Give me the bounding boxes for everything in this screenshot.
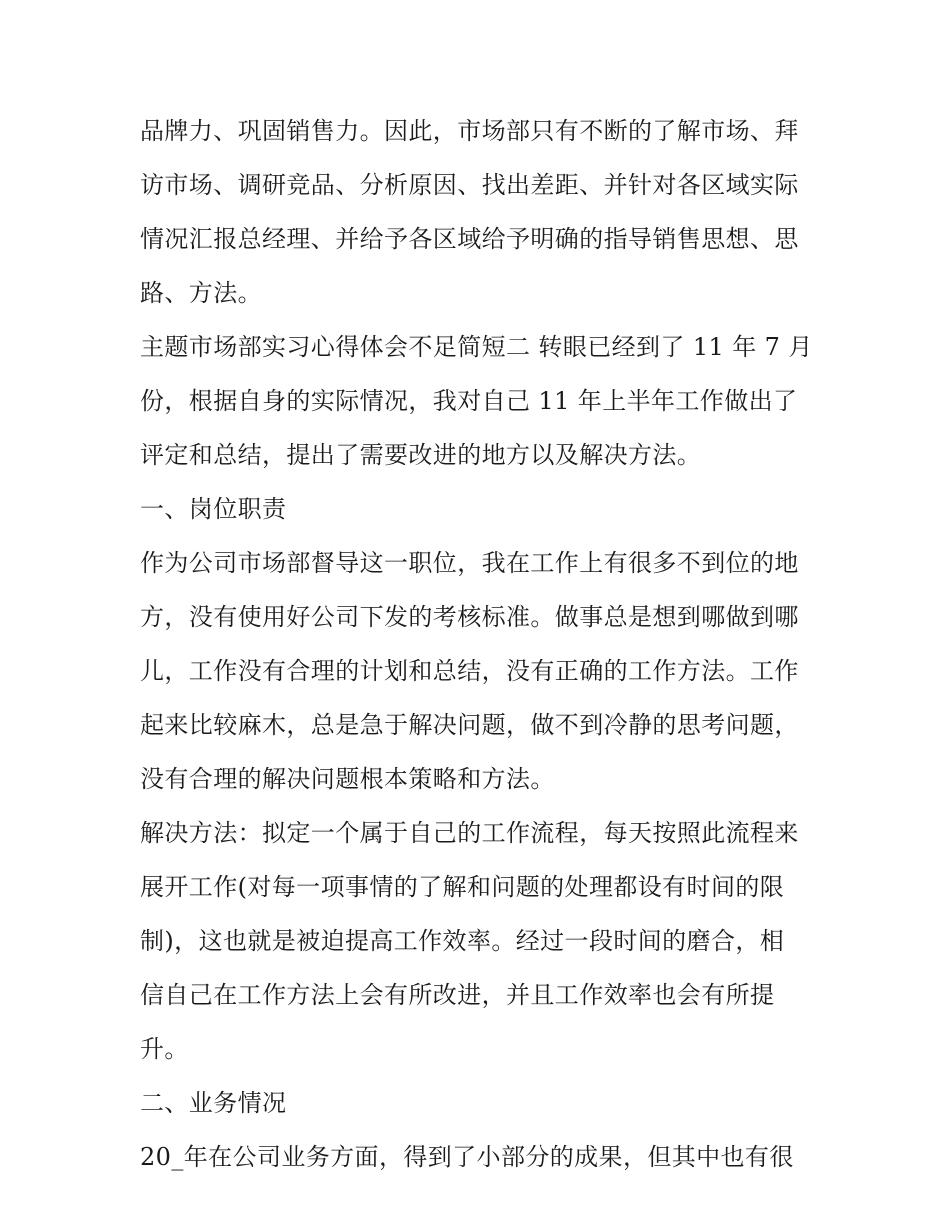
text-line: 品牌力、巩固销售力。因此，市场部只有不断的了解市场、拜 bbox=[140, 117, 799, 145]
text-line: 起来比较麻木，总是急于解决问题，做不到冷静的思考问题， bbox=[140, 711, 799, 739]
text-line: 情况汇报总经理、并给予各区域给予明确的指导销售思想、思 bbox=[140, 225, 799, 253]
text-line: 儿，工作没有合理的计划和总结，没有正确的工作方法。工作 bbox=[140, 657, 799, 685]
text-line: 方，没有使用好公司下发的考核标准。做事总是想到哪做到哪 bbox=[140, 603, 799, 631]
text-line: 信自己在工作方法上会有所改进，并且工作效率也会有所提 bbox=[140, 981, 775, 1009]
text-line: 路、方法。 bbox=[140, 279, 262, 307]
text-line: 制)，这也就是被迫提高工作效率。经过一段时间的磨合，相 bbox=[140, 927, 785, 955]
text-line: 主题市场部实习心得体会不足简短二 转眼已经到了 11 年 7 月 bbox=[140, 333, 813, 361]
text-line: 评定和总结，提出了需要改进的地方以及解决方法。 bbox=[140, 441, 702, 469]
text-line: 没有合理的解决问题根本策略和方法。 bbox=[140, 765, 555, 793]
text-line: 展开工作(对每一项事情的了解和问题的处理都设有时间的限 bbox=[140, 873, 785, 901]
document-body bbox=[140, 104, 820, 1184]
text-line: 升。 bbox=[140, 1035, 189, 1063]
text-line: 份，根据自身的实际情况，我对自己 11 年上半年工作做出了 bbox=[140, 387, 798, 415]
text-line: 20_年在公司业务方面，得到了小部分的成果，但其中也有很 bbox=[140, 1143, 794, 1171]
text-line: 作为公司市场部督导这一职位，我在工作上有很多不到位的地 bbox=[140, 549, 799, 577]
text-line: 解决方法：拟定一个属于自己的工作流程，每天按照此流程来 bbox=[140, 819, 799, 847]
section-heading: 二、业务情况 bbox=[140, 1089, 287, 1117]
section-heading: 一、岗位职责 bbox=[140, 495, 287, 523]
text-line: 访市场、调研竞品、分析原因、找出差距、并针对各区域实际 bbox=[140, 171, 799, 199]
